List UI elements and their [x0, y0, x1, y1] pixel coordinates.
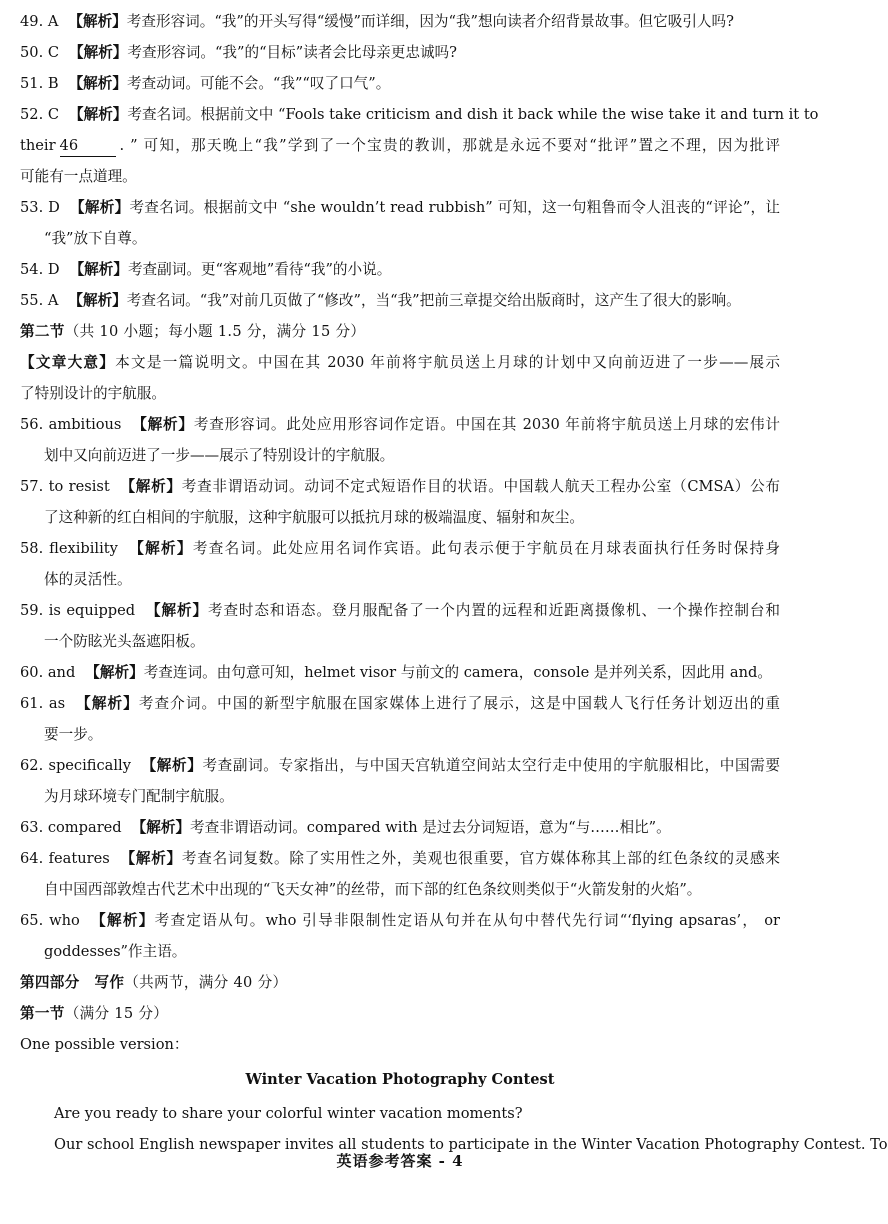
- analysis-tag: 【解析】: [68, 292, 127, 309]
- passage-summary: [20, 347, 780, 409]
- explanation-line: 了这种新的红白相间的宇航服，这种宇航服可以抵抗月球的极端温度、辐射和灰尘。: [44, 509, 584, 526]
- answer-item: [20, 843, 780, 905]
- section-subtitle: （共 10 小题；每小题 1.5 分，满分 15 分）: [64, 323, 366, 340]
- summary-line: 本文是一篇说明文。中国在其 2030 年前将宇航员送上月球的计划中又向前迈进了一步——展示: [115, 354, 780, 371]
- analysis-tag: 【解析】: [89, 912, 155, 929]
- explanation-line: 为月球环境专门配制宇航服。: [44, 788, 234, 805]
- answer-number: 54. D: [20, 261, 60, 278]
- answer-item: [20, 37, 780, 68]
- part-heading-4: [20, 967, 780, 998]
- section-title: 第一节: [20, 1005, 65, 1022]
- essay-paragraph: Are you ready to share your colorful winter vacation moments?: [54, 1105, 523, 1122]
- explanation-line: 要一步。: [44, 726, 103, 743]
- answer-number: 50. C: [20, 44, 60, 61]
- answer-number: 53. D: [20, 199, 60, 216]
- answer-number: 62. specifically: [20, 757, 131, 774]
- answer-number: 64. features: [20, 850, 110, 867]
- essay-title: Winter Vacation Photography Contest: [245, 1071, 555, 1088]
- analysis-tag: 【解析】: [68, 75, 127, 92]
- explanation-line: goddesses”作主语。: [44, 943, 187, 960]
- answer-item: [20, 657, 780, 688]
- explanation-line: 考查名词。根据前文中 “Fools take criticism and dish it back while the wise take it and turn it to: [127, 106, 819, 123]
- explanation-line: 考查形容词。“我”的开头写得“缓慢”而详细，因为“我”想向读者介绍背景故事。但它吸引人吗?: [126, 13, 734, 30]
- section-title: 第二节: [20, 323, 65, 340]
- explanation-line: 考查非谓语动词。动词不定式短语作目的状语。中国载人航天工程办公室（CMSA）公布: [181, 478, 780, 495]
- version-label: One possible version：: [20, 1036, 189, 1053]
- analysis-tag: 【解析】: [85, 664, 144, 681]
- explanation-line: 考查形容词。“我”的“目标”读者会比母亲更忠诚吗?: [127, 44, 457, 61]
- answer-number: 56. ambitious: [20, 416, 122, 433]
- explanation-line: 划中又向前迈进了一步——展示了特别设计的宇航服。: [44, 447, 395, 464]
- answer-item: [20, 905, 780, 967]
- answer-number: 65. who: [20, 912, 80, 929]
- explanation-line: . ” 可知，那天晚上“我”学到了一个宝贵的教训，那就是永远不要对“批评”置之不理，因为批评: [119, 137, 780, 154]
- section-heading-2: [20, 316, 780, 347]
- answer-number: 59. is equipped: [20, 602, 136, 619]
- explanation-line: 考查名词复数。除了实用性之外，美观也很重要，官方媒体称其上部的红色条纹的灵感来: [181, 850, 780, 867]
- answer-item: [20, 688, 780, 750]
- answer-item: [20, 285, 780, 316]
- explanation-line: 体的灵活性。: [44, 571, 132, 588]
- analysis-tag: 【解析】: [131, 819, 191, 836]
- answer-item: [20, 409, 780, 471]
- analysis-tag: 【解析】: [127, 540, 193, 557]
- analysis-tag: 【解析】: [69, 106, 128, 123]
- answer-item: [20, 471, 780, 533]
- explanation-line: 考查介词。中国的新型宇航服在国家媒体上进行了展示，这是中国载人飞行任务计划迈出的重: [138, 695, 780, 712]
- answer-number: 57. to resist: [20, 478, 110, 495]
- part-title: 第四部分 写作: [20, 974, 125, 991]
- blank-number: 46: [60, 136, 116, 157]
- answer-item: [20, 192, 780, 254]
- section-heading-1: [20, 998, 780, 1029]
- explanation-line: their: [20, 137, 56, 154]
- analysis-tag: 【解析】: [69, 261, 128, 278]
- answer-item: [20, 68, 780, 99]
- explanation-line: 考查形容词。此处应用形容词作定语。中国在其 2030 年前将宇航员送上月球的宏伟计: [193, 416, 780, 433]
- explanation-line: 一个防眩光头盔遮阳板。: [44, 633, 205, 650]
- answer-item: [20, 254, 780, 285]
- section-subtitle: （满分 15 分）: [64, 1005, 169, 1022]
- analysis-tag: 【解析】: [68, 13, 127, 30]
- answer-item-52: [20, 99, 819, 192]
- essay-paragraph: Our school English newspaper invites all students to participate in the Winter Vacation Photography Contest. To: [54, 1136, 888, 1153]
- explanation-line: 考查名词。此处应用名词作宾语。此句表示便于宇航员在月球表面执行任务时保持身: [192, 540, 780, 557]
- part-subtitle: （共两节，满分 40 分）: [124, 974, 288, 991]
- answer-list-part-b: [20, 192, 780, 316]
- explanation-line: 考查定语从句。who 引导非限制性定语从句并在从句中替代先行词“‘flying apsaras’， or: [154, 912, 780, 929]
- analysis-tag: 【解析】: [145, 602, 208, 619]
- answer-item: [20, 595, 780, 657]
- explanation-line: 考查动词。可能不会。“我”“叹了口气”。: [126, 75, 391, 92]
- analysis-tag: 【解析】: [140, 757, 203, 774]
- analysis-tag: 【解析】: [119, 478, 182, 495]
- answer-list-part-a: [20, 6, 780, 99]
- answer-number: 63. compared: [20, 819, 122, 836]
- explanation-line: 考查非谓语动词。compared with 是过去分词短语，意为“与……相比”。: [190, 819, 671, 836]
- answer-item: [20, 533, 780, 595]
- analysis-tag: 【解析】: [131, 416, 194, 433]
- answer-item: [20, 812, 780, 843]
- explanation-line: 可能有一点道理。: [20, 168, 137, 185]
- answer-number: 61. as: [20, 695, 66, 712]
- explanation-line: 考查连词。由句意可知，helmet visor 与前文的 camera，console 是并列关系，因此用 and。: [143, 664, 772, 681]
- answer-number: 52. C: [20, 106, 60, 123]
- answer-item: [20, 750, 780, 812]
- explanation-line: 考查副词。更“客观地”看待“我”的小说。: [127, 261, 392, 278]
- answer-number: 60. and: [20, 664, 76, 681]
- answer-number: 49. A: [20, 13, 59, 30]
- answer-list-part-c: [20, 409, 780, 967]
- summary-label: 【文章大意】: [20, 354, 116, 371]
- analysis-tag: 【解析】: [69, 44, 128, 61]
- explanation-line: 自中国西部敦煌古代艺术中出现的“飞天女神”的丝带，而下部的红色条纹则类似于“火箭发射的火焰”。: [44, 881, 702, 898]
- analysis-tag: 【解析】: [75, 695, 139, 712]
- explanation-line: “我”放下自尊。: [44, 230, 147, 247]
- explanation-line: 考查副词。专家指出，与中国天宫轨道空间站太空行走中使用的宇航服相比，中国需要: [202, 757, 780, 774]
- answer-number: 58. flexibility: [20, 540, 118, 557]
- page-footer: 英语参考答案 - 4: [336, 1152, 464, 1170]
- explanation-line: 考查名词。“我”对前几页做了“修改”，当“我”把前三章提交给出版商时，这产生了很大的影响。: [126, 292, 741, 309]
- analysis-tag: 【解析】: [119, 850, 182, 867]
- summary-line: 了特别设计的宇航服。: [20, 385, 166, 402]
- answer-number: 51. B: [20, 75, 59, 92]
- explanation-line: 考查名词。根据前文中 “she wouldn’t read rubbish” 可知，这一句粗鲁而令人沮丧的“评论”，让: [129, 199, 780, 216]
- explanation-line: 考查时态和语态。登月服配备了一个内置的远程和近距离摄像机、一个操作控制台和: [207, 602, 780, 619]
- analysis-tag: 【解析】: [69, 199, 130, 216]
- answer-number: 55. A: [20, 292, 59, 309]
- answer-item: [20, 6, 780, 37]
